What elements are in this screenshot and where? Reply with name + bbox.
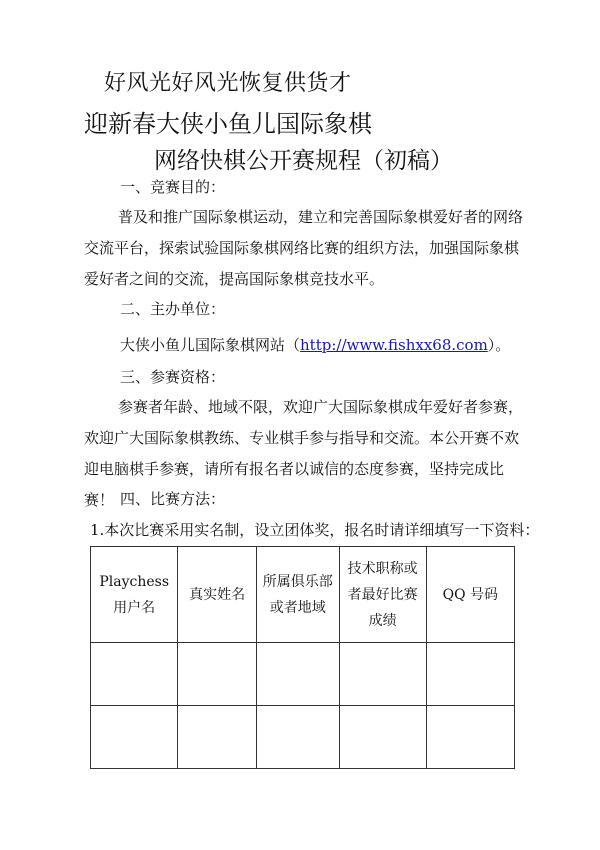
organizer-text-after: ）。 xyxy=(487,336,511,354)
header-playchess-username xyxy=(91,547,178,643)
organizer-website-link[interactable]: http://www.fishxx68.com xyxy=(300,336,488,354)
table-cell[interactable] xyxy=(256,706,339,769)
table-cell[interactable] xyxy=(339,706,426,769)
section-heading-purpose: 一、竞赛目的： xyxy=(120,178,226,196)
header-club-region xyxy=(256,547,339,643)
table-cell[interactable] xyxy=(256,643,339,706)
organizer-text-before: 大侠小鱼儿国际象棋网站（ xyxy=(120,336,301,354)
header-col1-line2: 用户名 xyxy=(113,599,156,616)
header-col3-line1: 所属俱乐部 xyxy=(262,573,333,590)
table-header-row xyxy=(91,547,515,643)
table-cell[interactable] xyxy=(339,643,426,706)
section-text-organizer xyxy=(120,330,510,361)
header-real-name: 真实姓名 xyxy=(178,547,257,643)
section-heading-eligibility: 三、参赛资格： xyxy=(120,368,226,386)
registration-table xyxy=(90,546,515,769)
header-qq-number: QQ 号码 xyxy=(426,547,514,643)
header-col3-line2: 或者地域 xyxy=(269,599,326,616)
header-col4-line1: 技术职称或 xyxy=(347,560,418,577)
header-col4-line3: 成绩 xyxy=(368,612,397,629)
header-col1-line1: Playchess xyxy=(99,573,170,590)
table-row xyxy=(91,643,515,706)
section-heading-organizer: 二、主办单位： xyxy=(120,300,226,318)
header-col4-line2: 者最好比赛 xyxy=(347,586,418,603)
table-row xyxy=(91,706,515,769)
table-cell[interactable] xyxy=(91,643,178,706)
header-title-best-result xyxy=(339,547,426,643)
table-cell[interactable] xyxy=(91,706,178,769)
table-cell[interactable] xyxy=(426,643,514,706)
title-line-2: 迎新春大侠小鱼儿国际象棋 xyxy=(84,110,372,138)
method-item-1: 1.本次比赛采用实名制，设立团体奖，报名时请详细填写一下资料： xyxy=(90,521,540,539)
title-line-3: 网络快棋公开赛规程（初稿） xyxy=(154,148,453,174)
table-cell[interactable] xyxy=(426,706,514,769)
section-text-eligibility: 参赛者年龄、地域不限，欢迎广大国际象棋成年爱好者参赛，欢迎广大国际象棋教练、专业棋手参与指导和交流。本公开赛不欢迎电脑棋手参赛，请所有报名者以诚信的态度参赛，坚持完成比赛！ xyxy=(84,398,524,509)
section-text-purpose: 普及和推广国际象棋运动，建立和完善国际象棋爱好者的网络交流平台，探索试验国际象棋网络比赛的组织方法，加强国际象棋爱好者之间的交流，提高国际象棋竞技水平。 xyxy=(84,208,524,288)
title-line-1: 好风光好风光恢复供货才 xyxy=(104,71,352,96)
section-heading-method: 四、比赛方法： xyxy=(120,490,226,508)
table-cell[interactable] xyxy=(178,643,257,706)
table-cell[interactable] xyxy=(178,706,257,769)
